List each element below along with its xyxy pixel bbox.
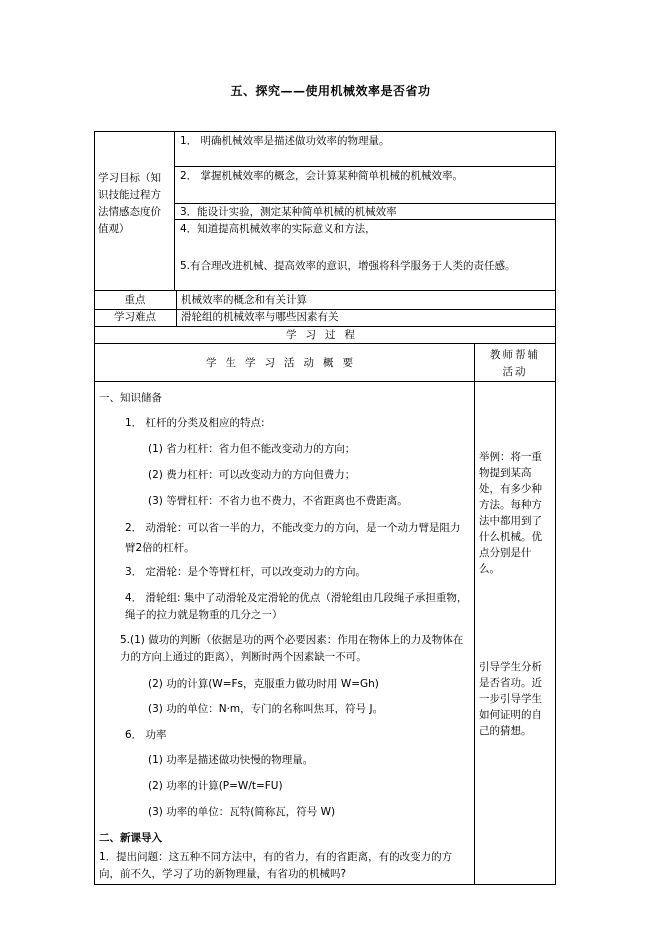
item-work-judgement: 5.(1) 做功的判断（依据是功的两个必要因素：作用在物体上的力及物体在力的方向上通过的距离），判断时两个因素缺一不可。 xyxy=(120,634,464,663)
item-power: 6． 功率 xyxy=(125,729,167,741)
teacher-column-header: 教师帮辅活动 xyxy=(490,349,540,378)
item-work-calculation: (2) 功的计算(W=Fs，克服重力做功时用 W=Gh) xyxy=(148,678,379,690)
page-title: 五、探究——使用机械效率是否省功 xyxy=(230,84,431,98)
process-header: 学习过程 xyxy=(286,329,364,341)
item-power-definition: (1) 功率是描述做功快慢的物理量。 xyxy=(148,754,314,766)
item-power-calculation: (2) 功率的计算(P=W/t=FU) xyxy=(148,780,283,792)
goal-item-5: 5.有合理改进机械、提高效率的意识，增强将科学服务于人类的责任感。 xyxy=(180,260,516,272)
section-new-lesson-title: 二、新课导入 xyxy=(99,832,162,844)
section-knowledge-title: 一、知识储备 xyxy=(99,392,162,404)
item-question: 1．提出问题：这五种不同方法中，有的省力，有的省距离，有的改变力的方向，前不久，学习了功的新物理量，有省功的机械吗? xyxy=(99,851,453,880)
item-force-saving-lever: (1) 省力杠杆：省力但不能改变动力的方向； xyxy=(148,443,356,455)
item-pulley-block: 4． 滑轮组: 集中了动滑轮及定滑轮的优点（滑轮组由几段绳子承担重物，绳子的拉力就是物重的几分之一） xyxy=(125,592,468,621)
key-points-label: 重点 xyxy=(124,294,146,306)
item-power-unit: (3) 功率的单位：瓦特(简称瓦，符号 W) xyxy=(148,806,336,818)
goal-item-1: 1． 明确机械效率是描述做功效率的物理量。 xyxy=(180,135,390,147)
difficulties-label: 学习难点 xyxy=(114,311,156,323)
item-fixed-pulley: 3． 定滑轮：是个等臂杠杆，可以改变动力的方向。 xyxy=(125,566,367,578)
item-work-unit: (3) 功的单位：N·m，专门的名称叫焦耳，符号 J。 xyxy=(148,703,384,715)
student-column-header: 学生学习活动概要 xyxy=(206,357,362,369)
goal-item-2: 2． 掌握机械效率的概念，会计算某种简单机械的机械效率。 xyxy=(180,170,464,182)
goal-item-3: 3．能设计实验，测定某种简单机械的机械效率 xyxy=(180,206,397,218)
item-lever-classes: 1． 杠杆的分类及相应的特点: xyxy=(125,417,265,429)
key-points-value: 机械效率的概念和有关计算 xyxy=(181,294,307,306)
item-movable-pulley: 2． 动滑轮：可以省一半的力，不能改变力的方向，是一个动力臂是阻力臂2倍的杠杆。 xyxy=(125,522,461,554)
item-force-costing-lever: (2) 费力杠杆：可以改变动力的方向但费力； xyxy=(148,469,356,481)
teacher-note-example: 举例：将一重物提到某高处，有多少种方法。每种方法中都用到了什么机械。优点分别是什么。 xyxy=(479,451,542,575)
difficulties-value: 滑轮组的机械效率与哪些因素有关 xyxy=(181,311,339,323)
goal-item-4: 4．知道提高机械效率的实际意义和方法， xyxy=(180,223,376,235)
goals-label: 学习目标（知识技能过程方法情感态度价值观） xyxy=(98,172,161,235)
teacher-note-guidance: 引导学生分析是否省功。近一步引导学生如何证明的自己的猜想。 xyxy=(479,661,542,737)
item-equal-arm-lever: (3) 等臂杠杆：不省力也不费力，不省距离也不费距离。 xyxy=(148,495,408,507)
